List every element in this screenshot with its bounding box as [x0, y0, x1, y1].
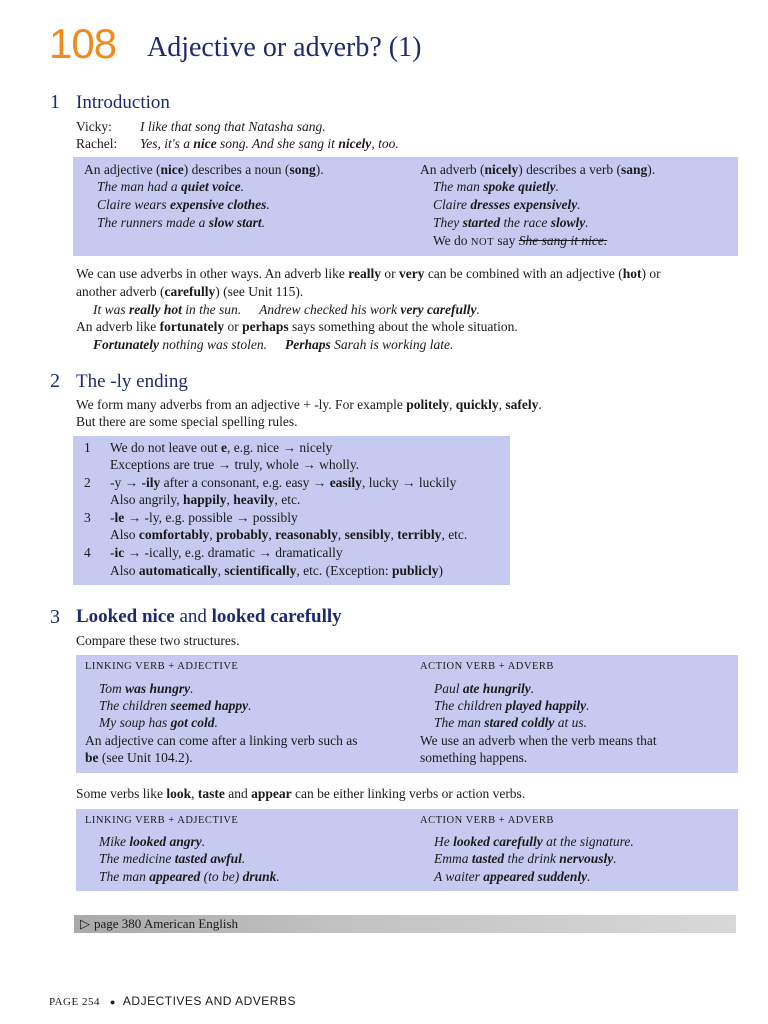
- not-say-note: We do NOT say She sang it nice.: [433, 233, 608, 248]
- action-example: Paul ate hungrily.: [434, 681, 535, 696]
- linking-example: The children seemed happy.: [99, 698, 252, 713]
- page-footer: [49, 994, 296, 1008]
- action-example: The children played happily.: [434, 698, 590, 713]
- section-1-title: Introduction: [76, 92, 170, 113]
- adjective-example: The man had a quiet voice.: [97, 179, 244, 194]
- section-1-box: [73, 157, 738, 256]
- speaker-vicky: Vicky:: [76, 119, 112, 134]
- speaker-rachel: Rachel:: [76, 136, 118, 151]
- section-3-number: 3: [50, 606, 60, 628]
- linking-example: Mike looked angry.: [99, 834, 206, 849]
- action-note: We use an adverb when the verb means that: [420, 733, 657, 748]
- rule-4-line-1: 4 -ic → -ically, e.g. dramatic → dramatically: [84, 545, 343, 560]
- section-1-number: 1: [50, 91, 60, 113]
- paragraph: We can use adverbs in other ways. An adverb like really or very can be combined with an adjective (hot) or: [76, 266, 661, 281]
- page-number: PAGE 254: [49, 996, 100, 1008]
- dialogue-line-2: [76, 135, 399, 153]
- adverb-example: The man spoke quietly.: [433, 179, 559, 194]
- paragraph: Some verbs like look, taste and appear can be either linking verbs or action verbs.: [76, 786, 526, 801]
- comparison-box-2: [76, 809, 738, 891]
- bullet-icon: ●: [109, 997, 116, 1007]
- rule-3-line-1: 3 -le → -ly, e.g. possible → possibly: [84, 510, 298, 525]
- action-example: A waiter appeared suddenly.: [434, 869, 591, 884]
- rule-3-line-2: Also comfortably, probably, reasonably, sensibly, terribly, etc.: [110, 527, 468, 542]
- action-note: something happens.: [420, 750, 528, 765]
- paragraph: An adverb like fortunately or perhaps says something about the whole situation.: [76, 319, 518, 334]
- section-2-number: 2: [50, 370, 60, 392]
- adverb-definition: An adverb (nicely) describes a verb (sang).: [420, 162, 656, 177]
- adjective-definition: An adjective (nice) describes a noun (song).: [84, 162, 324, 177]
- rule-1-line-2: Exceptions are true → truly, whole → wholly.: [110, 457, 360, 472]
- section-2-title: The -ly ending: [76, 371, 188, 392]
- linking-example: The man appeared (to be) drunk.: [99, 869, 280, 884]
- linking-note: be (see Unit 104.2).: [85, 750, 193, 765]
- adjective-example: The runners made a slow start.: [97, 215, 266, 230]
- action-example: Emma tasted the drink nervously.: [434, 851, 617, 866]
- comparison-box-1: [76, 655, 738, 773]
- adverb-example: Claire dresses expensively.: [433, 197, 581, 212]
- line-vicky: I like that song that Natasha sang.: [140, 119, 326, 134]
- line-rachel: Yes, it's a nice song. And she sang it nicely, too.: [140, 136, 399, 151]
- example-line: Fortunately nothing was stolen. Perhaps Sarah is working late.: [93, 337, 454, 352]
- triangle-pointer-icon: ▷: [80, 916, 90, 931]
- rule-1-line-1: 1 We do not leave out e, e.g. nice → nicely: [84, 440, 333, 455]
- action-example: The man stared coldly at us.: [434, 715, 588, 730]
- linking-example: Tom was hungry.: [99, 681, 194, 696]
- unit-title: Adjective or adverb? (1): [147, 32, 422, 63]
- example-line: It was really hot in the sun. Andrew checked his work very carefully.: [93, 302, 480, 317]
- paragraph: But there are some special spelling rules.: [76, 414, 298, 429]
- rule-4-line-2: Also automatically, scientifically, etc. (Exception: publicly): [110, 563, 443, 578]
- linking-verb-heading: LINKING VERB + ADJECTIVE: [85, 815, 239, 826]
- linking-verb-heading: LINKING VERB + ADJECTIVE: [85, 661, 239, 672]
- section-name: ADJECTIVES AND ADVERBS: [122, 994, 296, 1008]
- rule-2-line-1: 2 -y → -ily after a consonant, e.g. easy → easily, lucky → luckily: [84, 475, 457, 490]
- linking-note: An adjective can come after a linking verb such as: [85, 733, 358, 748]
- adjective-example: Claire wears expensive clothes.: [97, 197, 270, 212]
- american-english-reference[interactable]: [74, 915, 736, 933]
- paragraph: Compare these two structures.: [76, 633, 240, 648]
- unit-number: 108: [49, 20, 117, 67]
- adverb-example: They started the race slowly.: [433, 215, 589, 230]
- spelling-rules-box: [73, 436, 510, 585]
- rule-2-line-2: Also angrily, happily, heavily, etc.: [110, 492, 301, 507]
- action-example: He looked carefully at the signature.: [434, 834, 634, 849]
- linking-example: My soup has got cold.: [99, 715, 218, 730]
- action-verb-heading: ACTION VERB + ADVERB: [420, 815, 554, 826]
- section-3-title: Looked nice and looked carefully: [76, 606, 342, 627]
- action-verb-heading: ACTION VERB + ADVERB: [420, 661, 554, 672]
- paragraph: another adverb (carefully) (see Unit 115).: [76, 284, 304, 299]
- linking-example: The medicine tasted awful.: [99, 851, 246, 866]
- dialogue-line-1: [76, 118, 326, 136]
- reference-text: page 380 American English: [94, 916, 239, 931]
- paragraph: We form many adverbs from an adjective + -ly. For example politely, quickly, safely.: [76, 397, 542, 412]
